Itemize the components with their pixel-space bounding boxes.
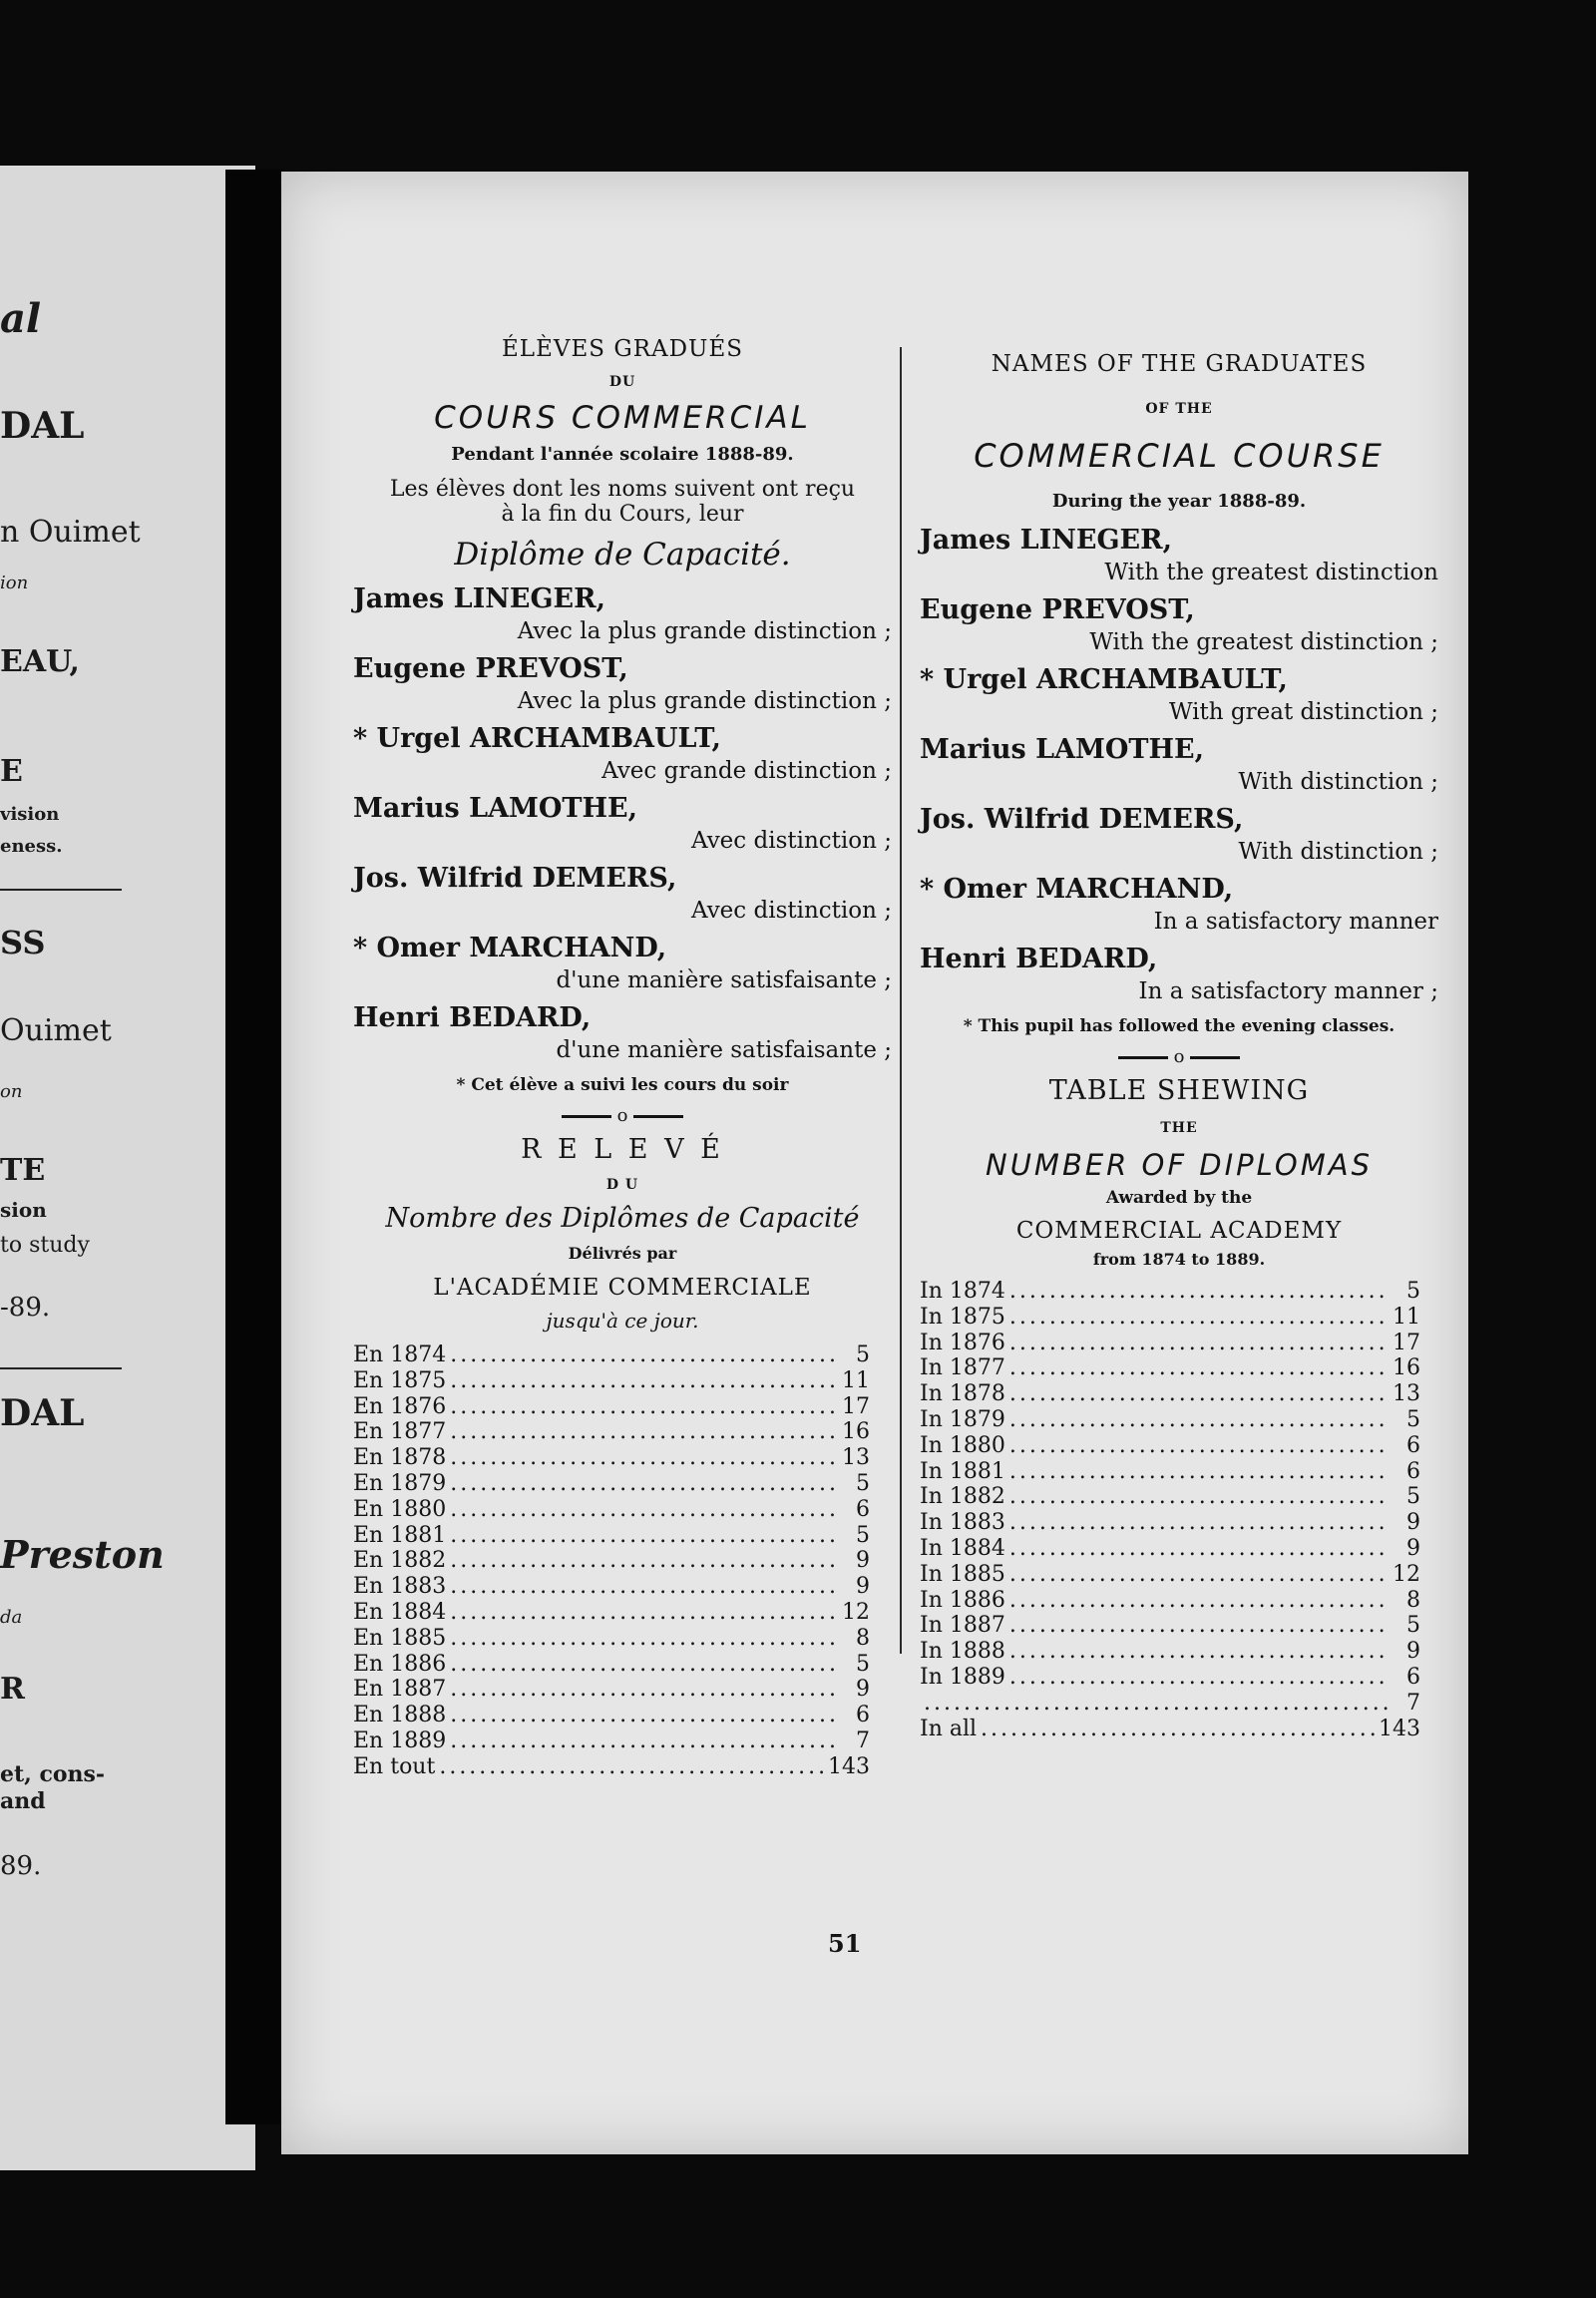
row-count: 5 (856, 1651, 870, 1677)
fr-graduate-list (353, 582, 892, 1065)
table-row (353, 1368, 870, 1394)
table-row (920, 1381, 1420, 1407)
row-count: 6 (856, 1703, 870, 1728)
graduate-name: Marius LAMOTHE, (920, 734, 1205, 765)
fr-du-2: D U (605, 1177, 639, 1193)
graduate-name: Henri BEDARD, (920, 944, 1158, 974)
row-count: 5 (1406, 1613, 1420, 1639)
table-row (353, 1497, 870, 1523)
row-year: In 1883 (920, 1510, 1005, 1536)
row-count: 13 (842, 1445, 870, 1471)
table-row (353, 1754, 870, 1780)
row-count: 7 (856, 1727, 870, 1753)
fr-delivered: Délivrés par (568, 1244, 677, 1263)
dot-leader (450, 1497, 838, 1523)
dot-leader (1009, 1484, 1389, 1510)
dot-leader (1009, 1639, 1389, 1665)
dot-leader (1009, 1279, 1389, 1305)
row-year: In 1877 (920, 1355, 1005, 1381)
row-count: 12 (1393, 1561, 1420, 1587)
adjacent-page-line: to study (0, 1233, 90, 1258)
dot-leader (1009, 1536, 1389, 1562)
dot-leader (450, 1342, 838, 1368)
row-count: 9 (856, 1677, 870, 1703)
graduate-distinction: Avec distinction ; (691, 898, 892, 924)
column-divider (900, 347, 902, 1654)
dot-leader (1009, 1510, 1389, 1536)
adjacent-page-line: sion (0, 1198, 47, 1222)
dot-leader (450, 1626, 838, 1652)
graduate-name: Jos. Wilfrid DEMERS, (920, 804, 1244, 835)
row-year: En 1889 (353, 1727, 447, 1753)
row-year: En 1887 (353, 1677, 447, 1703)
fr-title: ÉLÈVES GRADUÉS (502, 336, 743, 362)
table-row (920, 1510, 1420, 1536)
dot-leader (1009, 1305, 1389, 1331)
row-year: In 1880 (920, 1432, 1005, 1458)
dot-leader (450, 1652, 838, 1678)
row-year: In 1875 (920, 1304, 1005, 1330)
row-count: 5 (1406, 1279, 1420, 1304)
table-row (353, 1419, 870, 1445)
table-row (920, 1639, 1420, 1665)
adjacent-page-rule (0, 1367, 122, 1369)
graduate-distinction: d'une manière satisfaisante ; (556, 967, 892, 993)
dot-leader (450, 1548, 838, 1574)
row-year: En 1882 (353, 1548, 447, 1574)
row-year: In 1888 (920, 1639, 1005, 1665)
en-of-the: OF THE (1145, 401, 1213, 417)
dot-leader (450, 1574, 838, 1600)
dot-leader (450, 1419, 838, 1445)
adjacent-page-line: and (0, 1788, 46, 1814)
adjacent-page-line: on (0, 1081, 23, 1102)
dot-leader (439, 1754, 824, 1780)
table-row (353, 1574, 870, 1600)
table-row (353, 1677, 870, 1703)
graduate-name: James LINEGER, (353, 583, 605, 614)
table-row (353, 1652, 870, 1678)
row-count: 5 (1406, 1406, 1420, 1432)
adjacent-page-line: E (0, 754, 23, 789)
dot-leader (1009, 1613, 1389, 1639)
row-year: En 1877 (353, 1419, 447, 1445)
dot-leader (1009, 1459, 1389, 1485)
dot-leader (450, 1394, 838, 1420)
row-year: In 1882 (920, 1484, 1005, 1510)
row-year: In 1879 (920, 1406, 1005, 1432)
table-row (353, 1523, 870, 1549)
table-row (920, 1279, 1420, 1305)
adjacent-page-line: DAL (0, 1392, 85, 1434)
en-table-heading: TABLE SHEWING (1048, 1075, 1310, 1106)
adjacent-page-line: da (0, 1607, 23, 1628)
graduate-distinction: With distinction ; (1238, 769, 1438, 795)
dot-leader (450, 1677, 838, 1703)
row-year: En 1875 (353, 1367, 447, 1393)
graduate-distinction: d'une manière satisfaisante ; (556, 1037, 892, 1063)
row-count: 9 (856, 1574, 870, 1600)
table-row (920, 1588, 1420, 1614)
dot-leader (1009, 1665, 1389, 1691)
adjacent-page-line: vision (0, 804, 60, 825)
row-year: En 1888 (353, 1703, 447, 1728)
page-number: 51 (828, 1929, 862, 1958)
table-row (920, 1331, 1420, 1356)
dot-leader (450, 1728, 838, 1754)
graduate-name: Marius LAMOTHE, (353, 793, 638, 824)
table-row (920, 1717, 1420, 1742)
row-year: In 1876 (920, 1330, 1005, 1355)
graduate-name: Eugene PREVOST, (920, 594, 1195, 625)
table-row (920, 1433, 1420, 1459)
fr-footnote: * Cet élève a suivi les cours du soir (456, 1075, 789, 1095)
table-row (920, 1665, 1420, 1691)
row-count: 5 (1406, 1484, 1420, 1510)
dot-leader (1009, 1355, 1389, 1381)
row-count: 16 (1393, 1355, 1420, 1381)
fr-year-line: Pendant l'année scolaire 1888-89. (451, 444, 794, 465)
graduate-name: Jos. Wilfrid DEMERS, (353, 863, 677, 894)
dot-leader (450, 1600, 838, 1626)
adjacent-page-line: DAL (0, 405, 85, 447)
row-year: En tout (353, 1753, 436, 1779)
adjacent-page-line: n Ouimet (0, 515, 141, 550)
page-51 (281, 172, 1468, 2154)
graduate-name: * Omer MARCHAND, (353, 933, 667, 963)
row-count: 11 (842, 1367, 870, 1393)
table-row (353, 1471, 870, 1497)
dot-leader (450, 1703, 838, 1728)
fr-course-heading: COURS COMMERCIAL (434, 400, 811, 436)
row-count: 5 (856, 1470, 870, 1496)
adjacent-page-line: eness. (0, 836, 63, 857)
dot-leader (1009, 1562, 1389, 1588)
table-row (920, 1305, 1420, 1331)
table-row (920, 1355, 1420, 1381)
graduate-name: James LINEGER, (920, 525, 1172, 556)
row-year: In all (920, 1716, 978, 1741)
adjacent-page-left (0, 166, 255, 2170)
book-spine (225, 170, 283, 2124)
en-footnote: * This pupil has followed the evening classes. (963, 1016, 1396, 1036)
graduate-distinction: With the greatest distinction ; (1089, 629, 1438, 655)
fr-diploma-heading: Diplôme de Capacité. (454, 537, 791, 573)
fr-releve-heading: R E L E V É (521, 1134, 724, 1165)
dot-leader (450, 1523, 838, 1549)
row-year: En 1881 (353, 1522, 447, 1548)
row-count: 143 (1379, 1716, 1420, 1741)
en-title: NAMES OF THE GRADUATES (991, 351, 1368, 377)
row-count: 6 (856, 1496, 870, 1522)
adjacent-page-line: 89. (0, 1851, 42, 1881)
row-year: In 1889 (920, 1664, 1005, 1690)
fr-academy: L'ACADÉMIE COMMERCIALE (433, 1275, 812, 1301)
table-row (920, 1536, 1420, 1562)
en-table-title: NUMBER OF DIPLOMAS (986, 1148, 1373, 1182)
row-count: 9 (1406, 1510, 1420, 1536)
row-count: 143 (828, 1753, 870, 1779)
row-year: In 1884 (920, 1535, 1005, 1561)
en-year-line: During the year 1888-89. (1051, 491, 1307, 512)
dot-leader (1009, 1433, 1389, 1459)
adjacent-page-line: TE (0, 1153, 46, 1188)
en-diploma-table (920, 1279, 1438, 1741)
row-count: 6 (1406, 1432, 1420, 1458)
graduate-distinction: In a satisfactory manner ; (1138, 978, 1438, 1004)
fr-du: DU (608, 374, 636, 390)
adjacent-page-line: et, cons- (0, 1761, 106, 1787)
row-count: 8 (856, 1625, 870, 1651)
table-row (920, 1691, 1420, 1717)
adjacent-page-line: ion (0, 573, 29, 593)
graduate-distinction: Avec la plus grande distinction ; (517, 688, 892, 714)
dot-leader (924, 1691, 1389, 1717)
table-row (353, 1728, 870, 1754)
en-awarded: Awarded by the (1105, 1188, 1253, 1208)
row-count: 9 (1406, 1639, 1420, 1665)
graduate-name: * Urgel ARCHAMBAULT, (353, 723, 721, 754)
row-count: 5 (856, 1522, 870, 1548)
row-count: 16 (842, 1419, 870, 1445)
row-year: En 1883 (353, 1574, 447, 1600)
dot-leader (450, 1368, 838, 1394)
row-year: In 1886 (920, 1587, 1005, 1613)
french-column (353, 336, 892, 1780)
dot-leader (1009, 1588, 1389, 1614)
adjacent-page-line: al (0, 295, 42, 342)
table-row (353, 1626, 870, 1652)
dot-leader (450, 1445, 838, 1471)
row-count: 11 (1393, 1304, 1420, 1330)
fr-ornament: o (353, 1105, 892, 1126)
adjacent-page-line: -89. (0, 1293, 51, 1323)
row-year: In 1885 (920, 1561, 1005, 1587)
fr-intro-2: à la fin du Cours, leur (501, 502, 744, 527)
row-year: En 1878 (353, 1445, 447, 1471)
table-row (353, 1703, 870, 1728)
dot-leader (1009, 1407, 1389, 1433)
graduate-distinction: With great distinction ; (1168, 699, 1438, 725)
graduate-name: * Urgel ARCHAMBAULT, (920, 664, 1288, 695)
graduate-name: Henri BEDARD, (353, 1002, 592, 1033)
table-row (353, 1600, 870, 1626)
table-row (920, 1562, 1420, 1588)
row-count: 6 (1406, 1458, 1420, 1484)
en-range: from 1874 to 1889. (1092, 1250, 1266, 1269)
row-year: En 1885 (353, 1625, 447, 1651)
row-year: En 1884 (353, 1599, 447, 1625)
graduate-distinction: Avec distinction ; (691, 828, 892, 854)
graduate-distinction: Avec grande distinction ; (601, 758, 892, 784)
table-row (920, 1484, 1420, 1510)
en-ornament: o (920, 1046, 1438, 1067)
fr-intro-1: Les élèves dont les noms suivent ont reçu (389, 477, 856, 502)
row-count: 12 (842, 1599, 870, 1625)
dot-leader (450, 1471, 838, 1497)
row-count: 7 (1406, 1690, 1420, 1716)
fr-table-title: Nombre des Diplômes de Capacité (385, 1203, 860, 1234)
graduate-name: * Omer MARCHAND, (920, 874, 1234, 905)
table-row (353, 1342, 870, 1368)
row-count: 9 (856, 1548, 870, 1574)
row-year: En 1876 (353, 1393, 447, 1419)
en-course-heading: COMMERCIAL COURSE (974, 437, 1385, 475)
en-graduate-list (920, 524, 1438, 1006)
fr-diploma-table (353, 1342, 892, 1780)
row-year: In 1874 (920, 1279, 1005, 1304)
row-year: En 1880 (353, 1496, 447, 1522)
table-row (920, 1613, 1420, 1639)
adjacent-page-line: Ouimet (0, 1013, 112, 1048)
row-count: 17 (842, 1393, 870, 1419)
row-count: 13 (1393, 1381, 1420, 1407)
dot-leader (1009, 1381, 1389, 1407)
en-the: THE (1160, 1120, 1198, 1136)
table-row (353, 1445, 870, 1471)
row-count: 9 (1406, 1535, 1420, 1561)
graduate-distinction: In a satisfactory manner (1153, 909, 1438, 935)
row-year: En 1886 (353, 1651, 447, 1677)
fr-to-date: jusqu'à ce jour. (546, 1309, 699, 1333)
row-year: In 1881 (920, 1458, 1005, 1484)
graduate-distinction: With distinction ; (1238, 839, 1438, 865)
dot-leader (981, 1717, 1375, 1742)
table-row (353, 1548, 870, 1574)
adjacent-page-line: R (0, 1672, 25, 1707)
english-column (920, 351, 1438, 1741)
adjacent-page-rule (0, 889, 122, 891)
graduate-name: Eugene PREVOST, (353, 653, 628, 684)
row-count: 5 (856, 1342, 870, 1367)
adjacent-page-line: Preston (0, 1532, 165, 1577)
table-row (920, 1407, 1420, 1433)
adjacent-page-line: EAU, (0, 644, 80, 679)
row-count: 17 (1393, 1330, 1420, 1355)
row-count: 6 (1406, 1664, 1420, 1690)
en-academy: COMMERCIAL ACADEMY (1015, 1218, 1343, 1244)
graduate-distinction: Avec la plus grande distinction ; (517, 618, 892, 644)
row-year: In 1878 (920, 1381, 1005, 1407)
table-row (353, 1394, 870, 1420)
adjacent-page-line: SS (0, 924, 46, 961)
row-count: 8 (1406, 1587, 1420, 1613)
row-year: In 1887 (920, 1613, 1005, 1639)
row-year: En 1874 (353, 1342, 447, 1367)
graduate-distinction: With the greatest distinction (1104, 560, 1438, 585)
table-row (920, 1459, 1420, 1485)
row-year: En 1879 (353, 1470, 447, 1496)
dot-leader (1009, 1331, 1389, 1356)
